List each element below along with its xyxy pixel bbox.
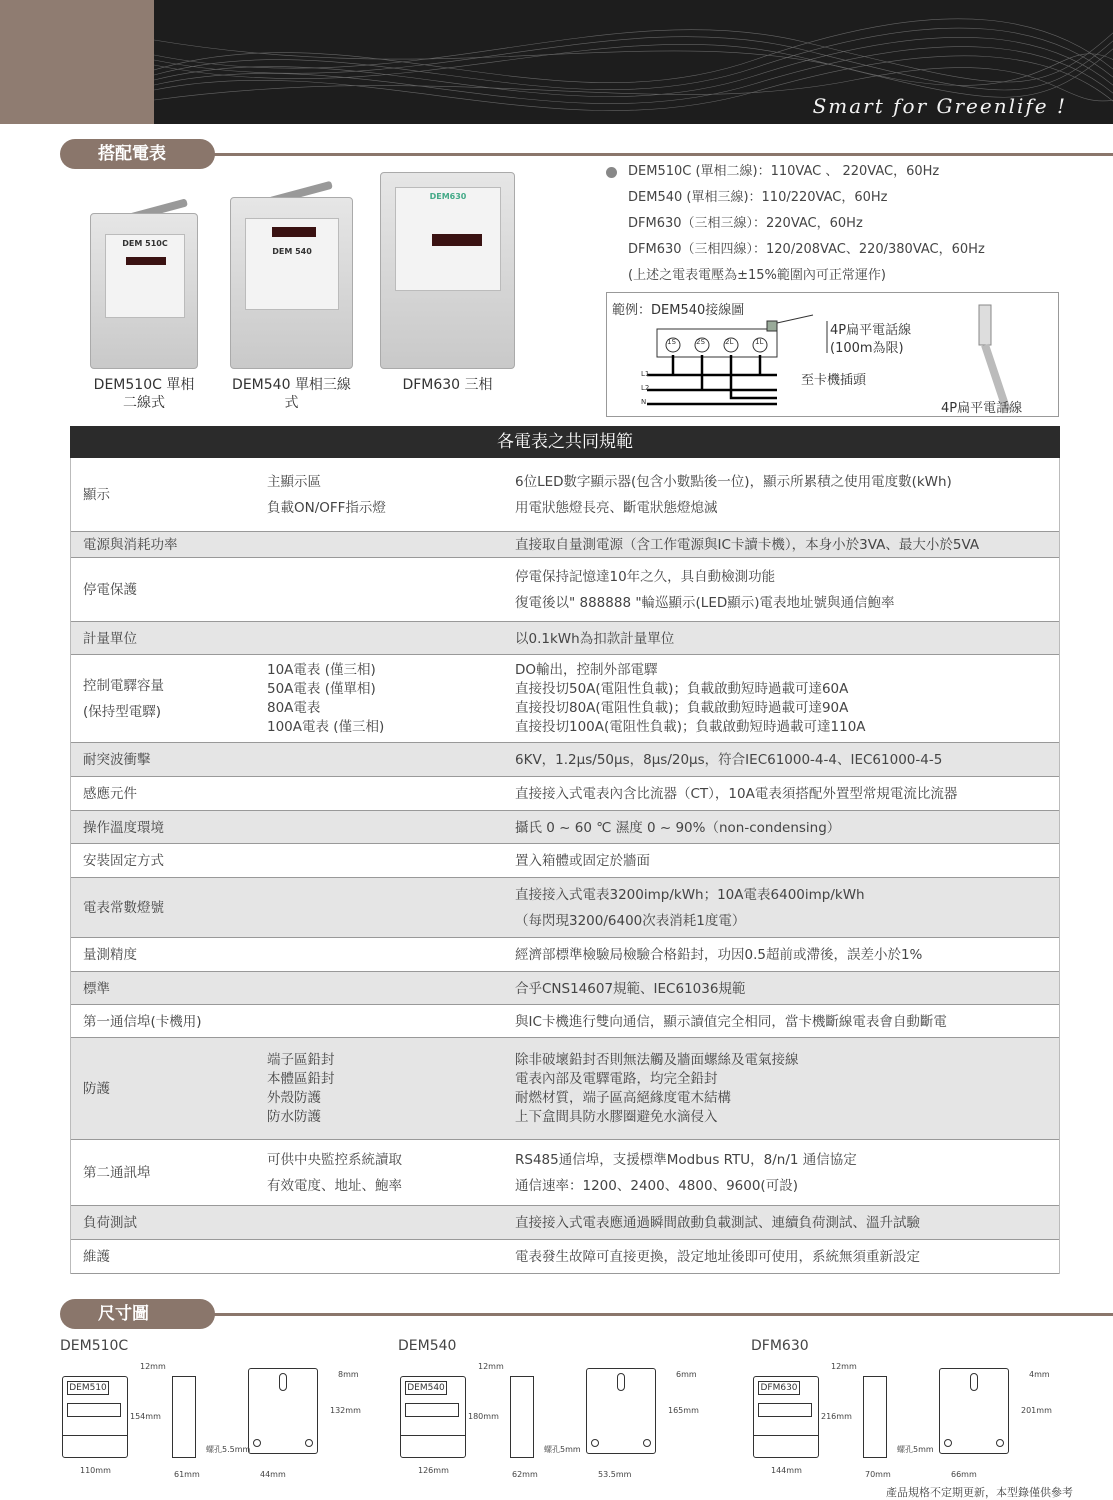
spec-text: 10A電表 (僅三相)	[267, 662, 376, 678]
spec-row	[71, 743, 1059, 777]
terminal-label: 2L	[725, 338, 734, 346]
meter-face	[105, 234, 185, 318]
meter-model: DFM630	[402, 377, 461, 393]
back-height-dimension: 201mm	[1021, 1406, 1052, 1415]
terminal-cover-line	[63, 1435, 127, 1436]
hanger-slot	[970, 1373, 978, 1391]
spec-row	[71, 1206, 1059, 1240]
spec-text: 本體區鉛封	[267, 1071, 335, 1087]
spec-row	[71, 938, 1059, 972]
spec-text: 100A電表 (僅三相)	[267, 719, 385, 735]
spec-text: 外殼防護	[267, 1090, 321, 1106]
spec-category	[83, 1163, 151, 1183]
screw-hole	[305, 1439, 313, 1447]
wiring-title: 範例：DEM540接線圖	[612, 303, 745, 318]
spec-text: RS485通信埠，支援標準Modbus RTU，8/n/1 通信協定	[515, 1152, 857, 1168]
spec-detail	[515, 1012, 947, 1032]
width-dimension: 110mm	[80, 1466, 111, 1475]
spec-subitem	[267, 469, 386, 521]
screw-hole	[996, 1439, 1004, 1447]
spec-text: 直接接入式電表3200imp/kWh；10A電表6400imp/kWh	[515, 887, 865, 903]
spec-text: 第一通信埠(卡機用)	[83, 1013, 202, 1030]
hanger-slot	[279, 1373, 287, 1391]
meter-caption-dem540	[230, 376, 353, 412]
dimension-set-dfm630	[751, 1336, 1091, 1486]
spec-text: 感應元件	[83, 786, 137, 802]
spec-category	[83, 1079, 110, 1099]
spec-text: 電表常數燈號	[83, 900, 164, 916]
meter-type: 三相	[464, 377, 493, 393]
spec-row	[71, 777, 1059, 811]
section-tab-meters: 搭配電表	[60, 139, 215, 169]
spec-detail	[515, 564, 895, 616]
back-height-dimension: 132mm	[330, 1406, 361, 1415]
spec-text: 與IC卡機進行雙向通信，顯示讀值完全相同，當卡機斷線電表會自動斷電	[515, 1013, 947, 1030]
meter-dem510c	[90, 213, 198, 369]
spec-category	[83, 580, 137, 600]
back-width-dimension: 53.5mm	[598, 1470, 632, 1479]
spec-table	[70, 458, 1060, 1274]
front-face-label: DEM510	[67, 1381, 109, 1395]
cable-label: 4P扁平電話線	[830, 323, 912, 338]
meter-dem540	[230, 197, 353, 369]
spec-text: 電源與消耗功率	[83, 537, 178, 553]
spec-category	[83, 673, 164, 725]
spec-row	[71, 1240, 1059, 1274]
side-width-dimension: 61mm	[174, 1470, 200, 1479]
spec-text: 經濟部標準檢驗局檢驗合格鉛封，功因0.5超前或滯後，誤差小於1%	[515, 947, 923, 963]
spec-detail	[515, 469, 952, 521]
meter-model: DEM540	[232, 377, 291, 393]
side-width-dimension: 70mm	[865, 1470, 891, 1479]
spec-category	[83, 1012, 202, 1032]
spec-detail	[515, 1213, 920, 1233]
side-width-dimension: 62mm	[512, 1470, 538, 1479]
display-window	[758, 1403, 812, 1417]
spec-text: 除非破壞鉛封否則無法觸及牆面螺絲及電氣接線	[515, 1052, 799, 1068]
meter-type: 單相三線式	[284, 377, 351, 411]
cable-caption: 4P扁平電話線	[941, 401, 1023, 416]
voltage-item: DFM630（三相三線）：220VAC，60Hz	[628, 216, 863, 231]
back-width-dimension: 66mm	[951, 1470, 977, 1479]
spec-subitem	[267, 1051, 335, 1127]
dimension-model: DEM510C	[60, 1338, 129, 1354]
wiring-diagram	[606, 292, 1059, 417]
spec-text: 用電狀態燈長亮、斷電狀態燈熄滅	[515, 500, 718, 516]
spec-text: 量測精度	[83, 947, 137, 963]
spec-text: 合乎CNS14607規範、IEC61036規範	[515, 980, 746, 997]
spec-row	[71, 1038, 1059, 1140]
spec-detail	[515, 979, 745, 999]
spec-row	[71, 811, 1059, 844]
spec-category	[83, 485, 110, 505]
spec-text: 控制電驛容量	[83, 678, 164, 694]
spec-row	[71, 622, 1059, 655]
spec-text: 通信速率：1200、2400、4800、9600(可設)	[515, 1178, 798, 1194]
meter-face-label: DEM630	[429, 192, 467, 201]
spec-text: 直接投切50A(電阻性負載)；負載啟動短時過載可達60A	[515, 681, 849, 697]
spec-row	[71, 532, 1059, 558]
spec-category	[83, 979, 110, 999]
dimension-model: DFM630	[751, 1338, 809, 1354]
spec-text: 50A電表 (僅單相)	[267, 681, 376, 697]
spec-text: 防水防護	[267, 1109, 321, 1125]
spec-row	[71, 1140, 1059, 1206]
led-display	[272, 227, 316, 237]
spec-detail	[515, 818, 840, 838]
spec-text: 攝氏 0 ~ 60 ℃ 濕度 0 ~ 90%（non-condensing）	[515, 819, 841, 836]
spec-text: 直接接入式電表內含比流器（CT），10A電表須搭配外置型常規電流比流器	[515, 786, 958, 802]
spec-text: 6位LED數字顯示器(包含小數點後一位)，顯示所累積之使用電度數(kWh)	[515, 474, 952, 490]
meter-type: 單相二線式	[123, 377, 195, 411]
spec-row	[71, 458, 1059, 532]
spec-text: 電表發生故障可直接更換，設定地址後即可使用，系統無須重新設定	[515, 1249, 920, 1265]
cable-limit: (100m為限)	[830, 341, 904, 356]
spec-category	[83, 1247, 110, 1267]
spec-row	[71, 558, 1059, 622]
back-view	[939, 1368, 1009, 1454]
side-view	[863, 1376, 887, 1458]
spec-text: 停電保護	[83, 582, 137, 598]
display-window	[67, 1403, 121, 1417]
spec-text: 負載ON/OFF指示燈	[267, 500, 386, 516]
spec-text: 負荷測試	[83, 1215, 137, 1231]
spec-table-title: 各電表之共同規範	[70, 426, 1060, 458]
meter-face	[395, 187, 501, 291]
spec-detail	[515, 661, 866, 737]
spec-subitem	[267, 1147, 402, 1199]
spec-text: 有效電度、地址、鮑率	[267, 1178, 402, 1194]
top-offset-dimension: 6mm	[676, 1370, 697, 1379]
spec-detail	[515, 1147, 857, 1199]
screw-hole-label: 螺孔5.5mm	[206, 1445, 251, 1454]
spec-category	[83, 1213, 137, 1233]
terminal-label: 2S	[696, 338, 705, 346]
spec-category	[83, 750, 151, 770]
meter-model: DEM510C	[93, 377, 162, 393]
hanger-slot	[617, 1373, 625, 1391]
screw-hole-label: 螺孔5mm	[897, 1445, 934, 1454]
meter-dfm630	[380, 172, 515, 369]
spec-text: 端子區鉛封	[267, 1052, 335, 1068]
spec-detail	[515, 851, 650, 871]
screw-hole	[944, 1439, 952, 1447]
meter-face-label: DEM 540	[272, 247, 312, 256]
spec-text: 維護	[83, 1249, 110, 1265]
spec-text: 80A電表	[267, 700, 321, 716]
line-label: N	[641, 398, 647, 406]
spec-category	[83, 818, 164, 838]
spec-text: 直接接入式電表應通過瞬間啟動負載測試、連續負荷測試、溫升試驗	[515, 1215, 920, 1231]
spec-text: 耐突波衝擊	[83, 752, 151, 768]
spec-category	[83, 535, 178, 555]
spec-text: 以0.1kWh為扣款計量單位	[515, 630, 675, 647]
side-view	[510, 1376, 534, 1458]
spec-text: 標準	[83, 980, 110, 997]
spec-detail	[515, 750, 942, 770]
voltage-note: (上述之電表電壓為±15%範圍內可正常運作)	[628, 268, 886, 283]
line-label: L1	[641, 370, 650, 378]
spec-detail	[515, 629, 674, 649]
spec-text: 復電後以" 888888 "輪巡顯示(LED顯示)電表地址號與通信鮑率	[515, 595, 895, 611]
screw-hole	[643, 1439, 651, 1447]
spec-text: 耐燃材質，端子區高絕緣度電木結構	[515, 1090, 731, 1106]
spec-subitem	[267, 661, 384, 737]
bullet-icon	[606, 167, 617, 178]
screw-hole-label: 螺孔5mm	[544, 1445, 581, 1454]
slogan: Smart for Greenlife !	[812, 94, 1067, 118]
spec-text: (保持型電驛)	[83, 704, 162, 720]
front-view	[400, 1376, 466, 1458]
spec-detail	[515, 945, 922, 965]
section-divider	[150, 1313, 1113, 1316]
spec-text: （每閃現3200/6400次表消耗1度電）	[515, 913, 746, 929]
terminal-label: 1S	[667, 338, 676, 346]
terminal-label: 1L	[755, 338, 764, 346]
spec-row	[71, 878, 1059, 938]
spec-detail	[515, 1051, 799, 1127]
back-height-dimension: 165mm	[668, 1406, 699, 1415]
width-dimension: 126mm	[418, 1466, 449, 1475]
back-width-dimension: 44mm	[260, 1470, 286, 1479]
spec-detail	[515, 882, 865, 934]
top-offset-dimension: 4mm	[1029, 1370, 1050, 1379]
header-banner	[0, 0, 1113, 124]
height-dimension: 180mm	[468, 1412, 499, 1421]
meter-face-label: DEM 510C	[122, 239, 168, 248]
spec-category	[83, 945, 137, 965]
spec-text: 安裝固定方式	[83, 853, 164, 869]
depth-dimension: 12mm	[831, 1362, 857, 1371]
dimension-set-dem540	[398, 1336, 738, 1486]
top-offset-dimension: 8mm	[338, 1370, 359, 1379]
back-view	[586, 1368, 656, 1454]
voltage-item: DEM540 (單相三線)：110/220VAC，60Hz	[628, 190, 888, 205]
line-label: L2	[641, 384, 650, 392]
spec-text: 防護	[83, 1081, 110, 1097]
meter-face	[245, 218, 339, 310]
dimension-set-dem510c	[60, 1336, 400, 1486]
meter-caption-dem510c	[90, 376, 198, 412]
spec-category	[83, 851, 164, 871]
front-view	[62, 1376, 128, 1458]
spec-row	[71, 655, 1059, 743]
voltage-spec-list	[606, 162, 985, 292]
front-face-label: DFM630	[758, 1381, 800, 1395]
spec-text: 直接取自量測電源（含工作電源與IC卡讀卡機），本身小於3VA、最大小於5VA	[515, 537, 980, 553]
spec-text: 直接投切100A(電阻性負載)；負載啟動短時過載可達110A	[515, 719, 866, 735]
spec-text: 可供中央監控系統讀取	[267, 1152, 402, 1168]
led-display	[126, 257, 166, 265]
spec-category	[83, 784, 137, 804]
front-view	[753, 1376, 819, 1458]
terminal-cover-line	[401, 1435, 465, 1436]
spec-text: 上下盒間具防水膠圈避免水滴侵入	[515, 1109, 718, 1125]
depth-dimension: 12mm	[478, 1362, 504, 1371]
terminal-cover-line	[754, 1435, 818, 1436]
spec-detail	[515, 1247, 920, 1267]
display-window	[405, 1403, 459, 1417]
front-face-label: DEM540	[405, 1381, 447, 1395]
height-dimension: 216mm	[821, 1412, 852, 1421]
section-divider	[150, 153, 1113, 156]
footnote: 產品規格不定期更新，本型錄僅供參考	[886, 1486, 1073, 1499]
spec-text: 置入箱體或固定於牆面	[515, 853, 650, 869]
side-view	[172, 1376, 196, 1458]
spec-row	[71, 844, 1059, 878]
spec-text: 電表內部及電驛電路，均完全鉛封	[515, 1071, 718, 1087]
spec-detail	[515, 535, 979, 555]
spec-category	[83, 898, 164, 918]
dimension-model: DEM540	[398, 1338, 457, 1354]
voltage-item: DEM510C (單相二線)：110VAC 、 220VAC，60Hz	[628, 164, 940, 179]
spec-text: 主顯示區	[267, 474, 321, 490]
spec-text: 停電保持記憶達10年之久，具自動檢測功能	[515, 569, 776, 585]
led-display	[432, 234, 482, 246]
spec-row	[71, 1005, 1059, 1038]
meter-caption-dfm630	[380, 376, 515, 394]
voltage-item: DFM630（三相四線）：120/208VAC、220/380VAC，60Hz	[628, 242, 985, 257]
spec-row	[71, 972, 1059, 1005]
screw-hole	[591, 1439, 599, 1447]
back-view	[248, 1368, 318, 1454]
screw-hole	[253, 1439, 261, 1447]
spec-text: 計量單位	[83, 630, 137, 647]
spec-text: 操作溫度環境	[83, 819, 164, 836]
height-dimension: 154mm	[130, 1412, 161, 1421]
spec-text: 6KV，1.2μs/50μs，8μs/20μs，符合IEC61000-4-4、IEC61000-4-5	[515, 752, 943, 768]
spec-text: DO輸出，控制外部電驛	[515, 662, 658, 678]
spec-text: 直接投切80A(電阻性負載)；負載啟動短時過載可達90A	[515, 700, 849, 716]
spec-detail	[515, 784, 957, 804]
spec-text: 第二通訊埠	[83, 1165, 151, 1181]
brand-color-swatch	[0, 0, 154, 124]
section-tab-dimensions: 尺寸圖	[60, 1299, 215, 1329]
spec-text: 顯示	[83, 487, 110, 503]
spec-category	[83, 629, 137, 649]
card-reader-label: 至卡機插頭	[801, 373, 867, 388]
depth-dimension: 12mm	[140, 1362, 166, 1371]
width-dimension: 144mm	[771, 1466, 802, 1475]
